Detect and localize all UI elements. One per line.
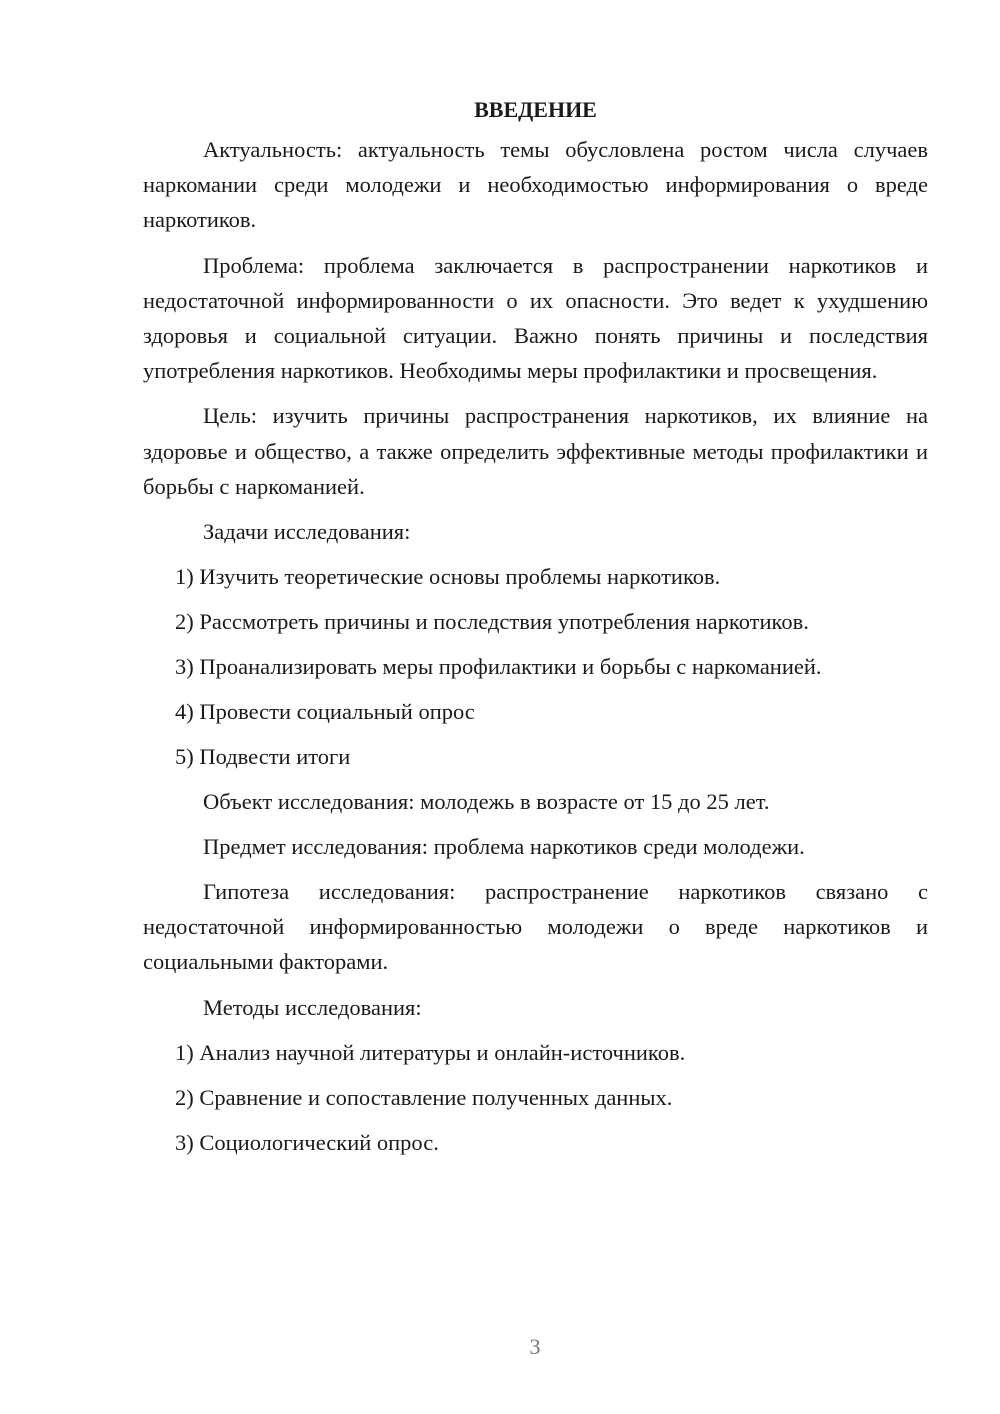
hypothesis-paragraph: Гипотеза исследования: распространение наркотиков связано с недостаточной информированностью молодежи о вреде наркотиков и социальными факторами. [143, 879, 928, 975]
section-heading: ВВЕДЕНИЕ [474, 97, 597, 122]
relevance-paragraph: Актуальность: актуальность темы обусловлена ростом числа случаев наркомании среди молодежи и необходимостью информирования о вреде наркотиков. [143, 137, 928, 233]
object-paragraph: Объект исследования: молодежь в возрасте от 15 до 25 лет. [203, 789, 770, 815]
list-item: 5) Подвести итоги [175, 744, 351, 770]
list-item: 2) Рассмотреть причины и последствия употребления наркотиков. [175, 609, 809, 635]
tasks-title: Задачи исследования: [203, 519, 411, 545]
page-body [143, 92, 928, 1170]
list-item: 3) Социологический опрос. [175, 1129, 439, 1155]
problem-paragraph: Проблема: проблема заключается в распространении наркотиков и недостаточной информированности о их опасности. Это ведет к ухудшению здоровья и социальной ситуации. Важно понять причины и последствия употребления наркотиков. Необходимы меры профилактики и просвещения. [143, 252, 928, 384]
page-number: 3 [529, 1334, 541, 1359]
list-item: 1) Изучить теоретические основы проблемы наркотиков. [175, 564, 721, 590]
list-item: 1) Анализ научной литературы и онлайн-источников. [175, 1039, 686, 1065]
list-item: 4) Провести социальный опрос [175, 699, 475, 725]
tasks-list [143, 559, 928, 774]
subject-paragraph: Предмет исследования: проблема наркотиков среди молодежи. [203, 834, 805, 860]
list-item: 2) Сравнение и сопоставление полученных данных. [175, 1084, 673, 1110]
methods-title: Методы исследования: [203, 994, 422, 1020]
list-item: 3) Проанализировать меры профилактики и борьбы с наркоманией. [175, 654, 822, 680]
goal-paragraph: Цель: изучить причины распространения наркотиков, их влияние на здоровье и общество, а также определить эффективные методы профилактики и борьбы с наркоманией. [143, 403, 928, 499]
methods-list [143, 1035, 928, 1160]
